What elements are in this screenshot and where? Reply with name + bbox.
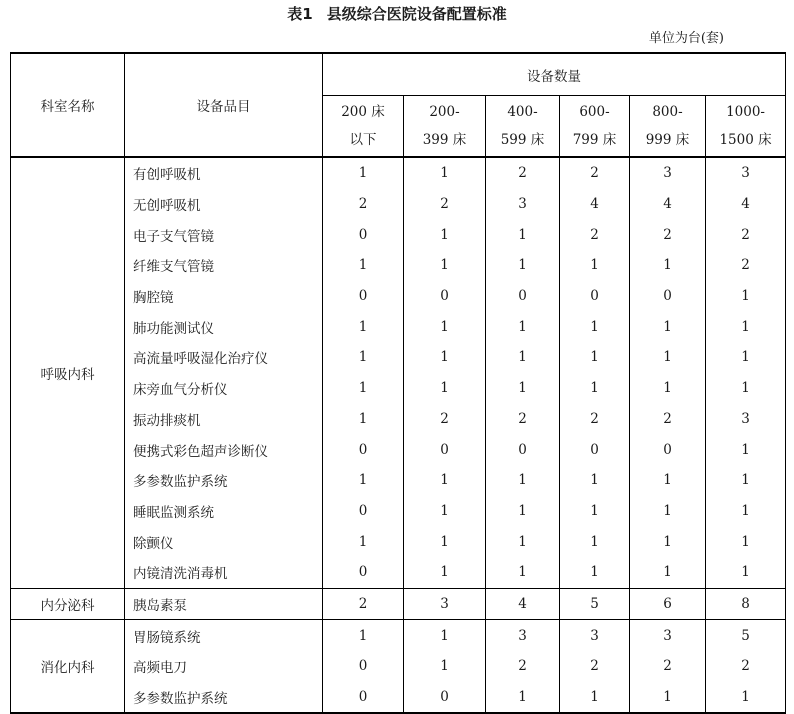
quantity-cell: 1: [630, 526, 706, 557]
quantity-cell: 2: [706, 219, 786, 250]
equipment-name: 电子支气管镜: [125, 219, 323, 250]
quantity-cell: 1: [630, 496, 706, 527]
quantity-cell: 0: [560, 281, 630, 312]
equipment-name: 纤维支气管镜: [125, 250, 323, 281]
header-beds-line2: 1500 床: [719, 132, 772, 148]
header-beds-line2: 399 床: [422, 132, 467, 148]
quantity-cell: 1: [486, 496, 560, 527]
quantity-cell: 2: [560, 219, 630, 250]
quantity-cell: 0: [323, 651, 404, 682]
equipment-table: [10, 52, 786, 714]
quantity-cell: 1: [404, 651, 486, 682]
quantity-cell: 0: [630, 281, 706, 312]
equipment-name: 多参数监护系统: [125, 682, 323, 714]
quantity-cell: 1: [486, 250, 560, 281]
quantity-cell: 2: [630, 651, 706, 682]
quantity-cell: 2: [404, 404, 486, 435]
unit-note: 单位为台(套): [648, 31, 724, 46]
equipment-name: 除颤仪: [125, 526, 323, 557]
quantity-cell: 1: [560, 526, 630, 557]
table-row: [11, 342, 786, 373]
quantity-cell: 1: [404, 620, 486, 651]
quantity-cell: 1: [404, 311, 486, 342]
table-row: [11, 219, 786, 250]
table-row: [11, 496, 786, 527]
quantity-cell: 2: [323, 189, 404, 220]
equipment-name: 胃肠镜系统: [125, 620, 323, 651]
equipment-name: 振动排痰机: [125, 404, 323, 435]
quantity-cell: 1: [560, 557, 630, 588]
equipment-name: 无创呼吸机: [125, 189, 323, 220]
quantity-cell: 1: [486, 219, 560, 250]
quantity-cell: 3: [706, 157, 786, 189]
header-beds-line2: 599 床: [500, 132, 545, 148]
quantity-cell: 1: [486, 526, 560, 557]
quantity-cell: 3: [630, 157, 706, 189]
quantity-cell: 0: [404, 281, 486, 312]
quantity-cell: 1: [404, 342, 486, 373]
table-row: [11, 311, 786, 342]
quantity-cell: 1: [706, 434, 786, 465]
header-dept: 科室名称: [11, 53, 125, 157]
quantity-cell: 1: [630, 250, 706, 281]
quantity-cell: 1: [404, 219, 486, 250]
header-beds-line2: 999 床: [645, 132, 690, 148]
quantity-cell: 3: [486, 189, 560, 220]
quantity-cell: 8: [706, 588, 786, 620]
table-row: [11, 682, 786, 714]
equipment-name: 胸腔镜: [125, 281, 323, 312]
table-row: [11, 373, 786, 404]
quantity-cell: 1: [560, 250, 630, 281]
equipment-name: 高流量呼吸湿化治疗仪: [125, 342, 323, 373]
header-beds: [630, 96, 706, 158]
header-beds-line1: 600-: [579, 104, 610, 120]
quantity-cell: 1: [630, 465, 706, 496]
quantity-cell: 1: [630, 311, 706, 342]
quantity-cell: 0: [486, 434, 560, 465]
quantity-cell: 1: [323, 250, 404, 281]
table-row: [11, 651, 786, 682]
quantity-cell: 2: [706, 250, 786, 281]
table-number: 表1: [287, 5, 313, 23]
equipment-name: 内镜清洗消毒机: [125, 557, 323, 588]
table-row: [11, 250, 786, 281]
quantity-cell: 1: [323, 311, 404, 342]
quantity-cell: 2: [560, 651, 630, 682]
quantity-cell: 1: [706, 373, 786, 404]
quantity-cell: 0: [560, 434, 630, 465]
quantity-cell: 1: [323, 404, 404, 435]
quantity-cell: 0: [323, 682, 404, 714]
quantity-cell: 0: [404, 434, 486, 465]
table-row: [11, 526, 786, 557]
quantity-cell: 1: [404, 465, 486, 496]
table-row: [11, 189, 786, 220]
quantity-cell: 4: [630, 189, 706, 220]
quantity-cell: 0: [486, 281, 560, 312]
quantity-cell: 0: [323, 557, 404, 588]
quantity-cell: 2: [404, 189, 486, 220]
quantity-cell: 2: [706, 651, 786, 682]
quantity-cell: 2: [486, 651, 560, 682]
quantity-cell: 2: [560, 157, 630, 189]
quantity-cell: 1: [486, 373, 560, 404]
quantity-cell: 0: [404, 682, 486, 714]
table-title: [0, 4, 794, 24]
quantity-cell: 1: [486, 557, 560, 588]
header-beds: [560, 96, 630, 158]
quantity-cell: 1: [404, 557, 486, 588]
quantity-cell: 1: [630, 682, 706, 714]
quantity-cell: 1: [404, 496, 486, 527]
dept-name: 内分泌科: [11, 588, 125, 620]
quantity-cell: 1: [630, 557, 706, 588]
header-item: 设备品目: [125, 53, 323, 157]
quantity-cell: 1: [706, 342, 786, 373]
quantity-cell: 1: [404, 526, 486, 557]
table-row: [11, 620, 786, 651]
header-quantity: 设备数量: [323, 53, 786, 96]
table-row: [11, 465, 786, 496]
quantity-cell: 1: [630, 373, 706, 404]
header-beds-line1: 400-: [507, 104, 538, 120]
quantity-cell: 3: [560, 620, 630, 651]
quantity-cell: 5: [560, 588, 630, 620]
quantity-cell: 2: [323, 588, 404, 620]
table-title-text: 县级综合医院设备配置标准: [326, 5, 507, 23]
header-beds-line1: 200 床: [341, 104, 385, 120]
quantity-cell: 4: [706, 189, 786, 220]
quantity-cell: 0: [323, 219, 404, 250]
quantity-cell: 1: [706, 557, 786, 588]
equipment-name: 床旁血气分析仪: [125, 373, 323, 404]
table-row: [11, 404, 786, 435]
header-beds-line2: 799 床: [572, 132, 617, 148]
quantity-cell: 1: [706, 526, 786, 557]
quantity-cell: 1: [560, 465, 630, 496]
quantity-cell: 1: [323, 465, 404, 496]
quantity-cell: 1: [323, 373, 404, 404]
quantity-cell: 1: [560, 373, 630, 404]
quantity-cell: 3: [630, 620, 706, 651]
quantity-cell: 2: [486, 404, 560, 435]
table-row: [11, 157, 786, 189]
quantity-cell: 6: [630, 588, 706, 620]
quantity-cell: 1: [404, 373, 486, 404]
quantity-cell: 1: [486, 342, 560, 373]
quantity-cell: 1: [630, 342, 706, 373]
header-beds-line1: 1000-: [726, 104, 765, 120]
quantity-cell: 1: [323, 526, 404, 557]
quantity-cell: 1: [560, 342, 630, 373]
header-beds: [706, 96, 786, 158]
quantity-cell: 2: [560, 404, 630, 435]
quantity-cell: 1: [404, 250, 486, 281]
equipment-name: 有创呼吸机: [125, 157, 323, 189]
header-beds: [486, 96, 560, 158]
quantity-cell: 3: [486, 620, 560, 651]
equipment-name: 多参数监护系统: [125, 465, 323, 496]
quantity-cell: 0: [323, 434, 404, 465]
header-beds: [404, 96, 486, 158]
quantity-cell: 5: [706, 620, 786, 651]
header-beds: [323, 96, 404, 158]
table-row: [11, 281, 786, 312]
quantity-cell: 1: [486, 682, 560, 714]
table-row: [11, 588, 786, 620]
dept-name: 消化内科: [11, 620, 125, 714]
quantity-cell: 1: [706, 311, 786, 342]
quantity-cell: 0: [323, 281, 404, 312]
quantity-cell: 1: [706, 496, 786, 527]
header-beds-line2: 以下: [349, 132, 377, 148]
quantity-cell: 1: [706, 281, 786, 312]
quantity-cell: 4: [560, 189, 630, 220]
quantity-cell: 0: [630, 434, 706, 465]
quantity-cell: 3: [706, 404, 786, 435]
quantity-cell: 1: [486, 311, 560, 342]
table-row: [11, 434, 786, 465]
equipment-name: 便携式彩色超声诊断仪: [125, 434, 323, 465]
quantity-cell: 1: [706, 465, 786, 496]
quantity-cell: 1: [486, 465, 560, 496]
quantity-cell: 1: [560, 496, 630, 527]
quantity-cell: 1: [404, 157, 486, 189]
equipment-name: 肺功能测试仪: [125, 311, 323, 342]
quantity-cell: 1: [323, 157, 404, 189]
equipment-name: 胰岛素泵: [125, 588, 323, 620]
quantity-cell: 1: [706, 682, 786, 714]
quantity-cell: 1: [560, 682, 630, 714]
quantity-cell: 1: [323, 620, 404, 651]
quantity-cell: 3: [404, 588, 486, 620]
quantity-cell: 1: [560, 311, 630, 342]
header-beds-line1: 200-: [429, 104, 460, 120]
dept-name: 呼吸内科: [11, 157, 125, 588]
quantity-cell: 1: [323, 342, 404, 373]
equipment-name: 高频电刀: [125, 651, 323, 682]
quantity-cell: 2: [486, 157, 560, 189]
header-beds-line1: 800-: [652, 104, 683, 120]
quantity-cell: 2: [630, 404, 706, 435]
quantity-cell: 2: [630, 219, 706, 250]
quantity-cell: 0: [323, 496, 404, 527]
table-row: [11, 557, 786, 588]
equipment-name: 睡眠监测系统: [125, 496, 323, 527]
quantity-cell: 4: [486, 588, 560, 620]
